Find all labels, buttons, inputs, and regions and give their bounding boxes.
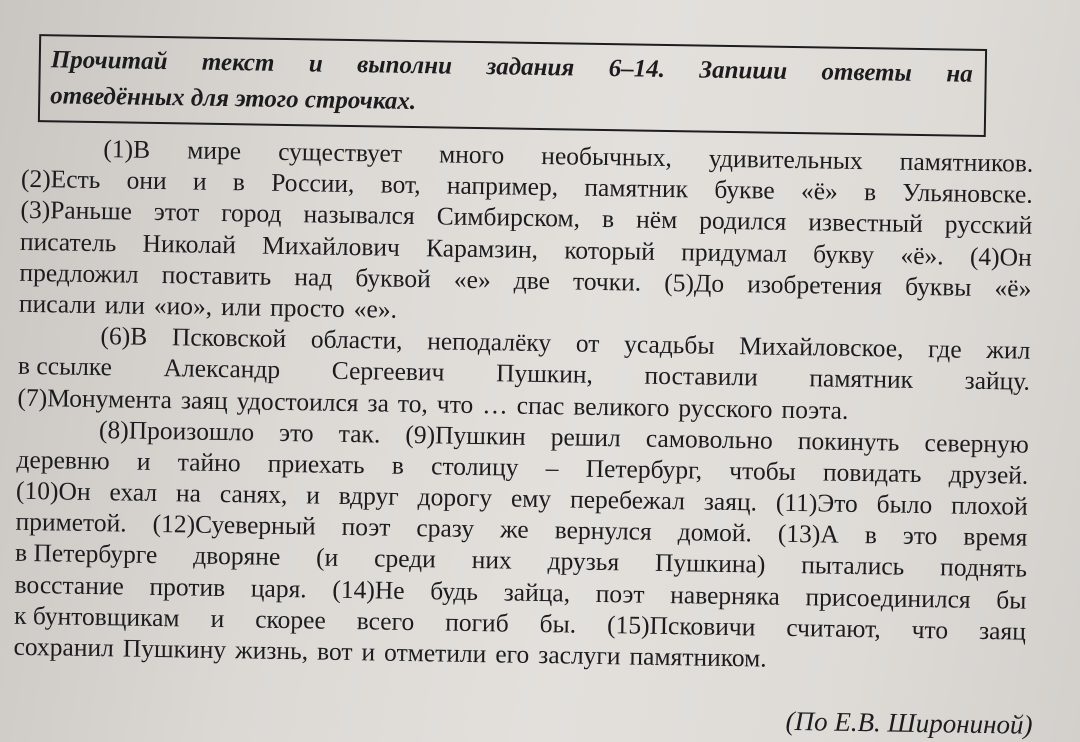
text-word: великого: [573, 391, 670, 422]
text-word: буквой: [355, 262, 432, 294]
text-word: зайцу.: [964, 365, 1031, 397]
task-word: задания: [486, 53, 575, 82]
text-word: поставить: [161, 259, 272, 291]
text-word: две: [513, 265, 551, 295]
text-word: в Петербурге: [14, 538, 158, 570]
text-word: это: [278, 417, 314, 448]
text-word: памятник: [809, 363, 914, 395]
text-word: было: [876, 489, 933, 520]
text-word: всего: [356, 605, 415, 636]
text-word: отметили: [383, 637, 487, 669]
text-word: Пушкина): [654, 548, 766, 579]
text-word: где: [927, 334, 962, 364]
text-word: сохранил: [13, 631, 115, 663]
task-word: ответы: [821, 58, 913, 87]
text-word: жизнь,: [234, 635, 309, 666]
text-word: поставили: [644, 360, 758, 392]
text-word: дорогу: [417, 482, 493, 513]
task-word: на: [946, 60, 973, 88]
text-word: же: [499, 514, 529, 545]
text-word: (11)Это: [775, 487, 859, 519]
text-word: (12)Суеверный: [152, 509, 316, 541]
text-word: заяц.: [703, 486, 758, 517]
text-word: неподалёку: [426, 326, 552, 358]
text-word: мире: [187, 135, 242, 166]
text-word: будь: [430, 575, 479, 606]
text-word: области,: [310, 324, 403, 355]
text-word: друзья: [547, 546, 620, 577]
text-word: памятников.: [899, 146, 1034, 178]
text-word: просто: [269, 292, 346, 323]
text-word: против: [149, 571, 226, 602]
text-word: Сергеевич: [331, 356, 445, 387]
text-word: этот: [153, 197, 200, 228]
text-word: (9)Пушкин: [405, 419, 526, 451]
text-word: Михайлович: [261, 230, 401, 262]
text-word: «е».: [353, 294, 398, 324]
task-word: Запиши: [699, 56, 788, 85]
text-word: «ё»: [994, 272, 1032, 303]
text-word: то,: [397, 388, 429, 418]
text-word: который: [564, 234, 656, 266]
text-word: дворяне: [193, 541, 281, 572]
reading-text: [13, 132, 1033, 678]
text-word: назывался: [303, 199, 415, 231]
text-word: присоединился: [805, 581, 971, 614]
task-word: текст: [201, 48, 275, 77]
text-word: и: [361, 637, 376, 667]
task-word: Прочитай: [50, 46, 168, 76]
text-word: Ульяновске.: [902, 177, 1033, 209]
text-word: друзей.: [948, 459, 1029, 490]
text-word: удивительных: [708, 143, 863, 176]
text-word: «ё»: [800, 176, 839, 206]
text-word: Карамзин,: [425, 232, 539, 264]
text-word: них: [471, 545, 512, 576]
text-word: придумал: [680, 236, 788, 268]
text-word: и: [210, 603, 225, 633]
text-word: столицу: [430, 451, 519, 482]
text-word: (7)Монумента: [17, 382, 173, 414]
text-word: решил: [550, 421, 622, 452]
text-word: заяц: [978, 615, 1027, 646]
text-word: Пушкин,: [495, 358, 594, 390]
text-word: в ссылке: [17, 351, 113, 382]
text-word: сразу: [416, 513, 475, 544]
text-word: спас: [516, 390, 565, 420]
text-word: удостоился: [236, 385, 359, 417]
text-word: необычных,: [541, 140, 673, 173]
text-word: русский: [944, 209, 1033, 241]
text-word: и: [136, 446, 151, 476]
text-word: (13)А: [777, 519, 840, 549]
text-word: скорее: [255, 604, 327, 635]
text-word: заяц: [180, 384, 228, 415]
text-word: (14)Не: [332, 574, 405, 605]
text-word: Пушкину: [122, 633, 227, 665]
text-word: заслуги: [538, 640, 621, 671]
text-word: существует: [277, 136, 403, 168]
text-word: предложил: [19, 257, 139, 289]
text-word: и: [306, 480, 321, 510]
text-word: бы.: [539, 608, 577, 639]
text-word: бы: [996, 584, 1027, 615]
text-word: писатель: [19, 226, 117, 257]
text-word: погиб: [444, 607, 509, 638]
text-word: что: [436, 388, 474, 419]
text-word: в: [391, 450, 405, 480]
text-word: что: [911, 614, 949, 645]
text-word: памятник: [584, 172, 689, 204]
text-word: город: [220, 198, 282, 229]
text-word: поэт: [595, 578, 645, 609]
task-word: и: [308, 50, 323, 78]
text-word: повидать: [822, 457, 922, 488]
text-word: (3)Раньше: [20, 195, 133, 226]
text-word: (5)До: [664, 267, 725, 298]
text-word: (6)В: [100, 321, 148, 351]
text-word: его: [495, 639, 530, 669]
text-word: или: [104, 290, 146, 320]
text-word: в: [601, 204, 615, 234]
text-word: самовольно: [645, 423, 773, 455]
text-word: «ио»,: [153, 290, 213, 321]
text-word: (8)Произошло: [98, 414, 255, 447]
text-word: буквы: [904, 271, 972, 302]
text-word: на: [175, 478, 202, 508]
text-word: это: [902, 520, 938, 551]
text-word: (2)Есть: [20, 164, 101, 195]
text-word: чтобы: [729, 455, 797, 486]
task-word: 6–14.: [608, 55, 666, 83]
text-word: пытались: [800, 550, 905, 582]
text-word: ехал: [109, 477, 158, 508]
text-word: деревню: [16, 444, 110, 476]
text-word: Александр: [163, 353, 281, 385]
text-word: и: [192, 166, 207, 196]
text-word: Михайловское,: [739, 331, 904, 363]
text-word: считают,: [786, 612, 881, 644]
text-word: вернулся: [554, 515, 652, 547]
text-word: зайца,: [503, 577, 571, 608]
text-word: Николай: [142, 228, 237, 259]
text-word: перебежал: [569, 484, 686, 516]
text-word: родился: [698, 205, 787, 237]
text-word: …: [482, 389, 508, 419]
text-word: много: [438, 139, 505, 170]
text-word: например,: [446, 170, 559, 202]
source-attribution: (По Е.В. Широниной): [785, 705, 1033, 740]
text-word: усадьбы: [623, 329, 715, 360]
text-word: от: [575, 328, 600, 359]
task-instruction-box: [38, 34, 987, 137]
text-word: Петербург,: [585, 453, 703, 485]
text-word: поэта.: [781, 394, 849, 425]
text-word: (1)В: [103, 134, 151, 164]
text-word: нём: [635, 204, 678, 235]
text-word: изобретения: [746, 268, 883, 301]
text-word: или: [220, 291, 262, 322]
text-word: вот: [316, 636, 353, 667]
text-word: точки.: [572, 266, 642, 297]
text-word: Симбирском,: [436, 201, 581, 233]
text-word: букве: [714, 174, 775, 205]
text-word: над: [294, 261, 333, 292]
task-instruction-text: отведённых для этого строчках.: [50, 82, 417, 116]
text-word: они: [126, 165, 167, 196]
text-word: «ё».: [900, 240, 944, 270]
text-word: плохой: [950, 490, 1029, 521]
text-word: в: [232, 167, 246, 197]
text-word: (и: [315, 542, 339, 573]
text-word: поэт: [341, 512, 391, 542]
text-word: восстание: [14, 569, 125, 601]
text-word: известный: [808, 207, 924, 239]
text-word: приехать: [267, 448, 365, 480]
text-word: в: [864, 520, 878, 550]
text-word: северную: [924, 427, 1030, 459]
text-word: поднять: [939, 552, 1028, 584]
text-word: –: [545, 452, 559, 483]
text-word: санях,: [219, 479, 288, 510]
text-word: России,: [270, 167, 355, 199]
text-word: памятником.: [629, 641, 767, 673]
task-word: выполни: [356, 51, 453, 80]
text-word: среди: [373, 543, 437, 574]
text-word: в: [863, 177, 877, 207]
text-word: (4)Он: [969, 241, 1032, 272]
text-word: вот,: [380, 169, 421, 200]
text-word: домой.: [677, 517, 753, 548]
text-word: Псковской: [171, 322, 287, 354]
text-word: жил: [986, 335, 1031, 365]
text-word: ему: [510, 483, 552, 514]
text-word: к бунтовщикам: [13, 600, 180, 633]
text-word: русского: [678, 392, 773, 424]
text-word: (10)Он: [15, 475, 91, 507]
text-word: так.: [338, 418, 381, 449]
text-word: писали: [18, 288, 97, 319]
text-word: время: [963, 521, 1028, 552]
text-word: за: [367, 387, 390, 418]
text-word: покинуть: [797, 425, 900, 457]
text-word: букву: [812, 238, 875, 269]
text-word: наверняка: [670, 579, 781, 611]
text-word: царя.: [250, 573, 307, 603]
text-word: тайно: [177, 447, 241, 478]
text-word: «е»: [453, 264, 491, 294]
text-word: (15)Псковичи: [606, 609, 756, 642]
text-word: приметой.: [15, 507, 127, 538]
text-word: вдруг: [338, 480, 400, 511]
